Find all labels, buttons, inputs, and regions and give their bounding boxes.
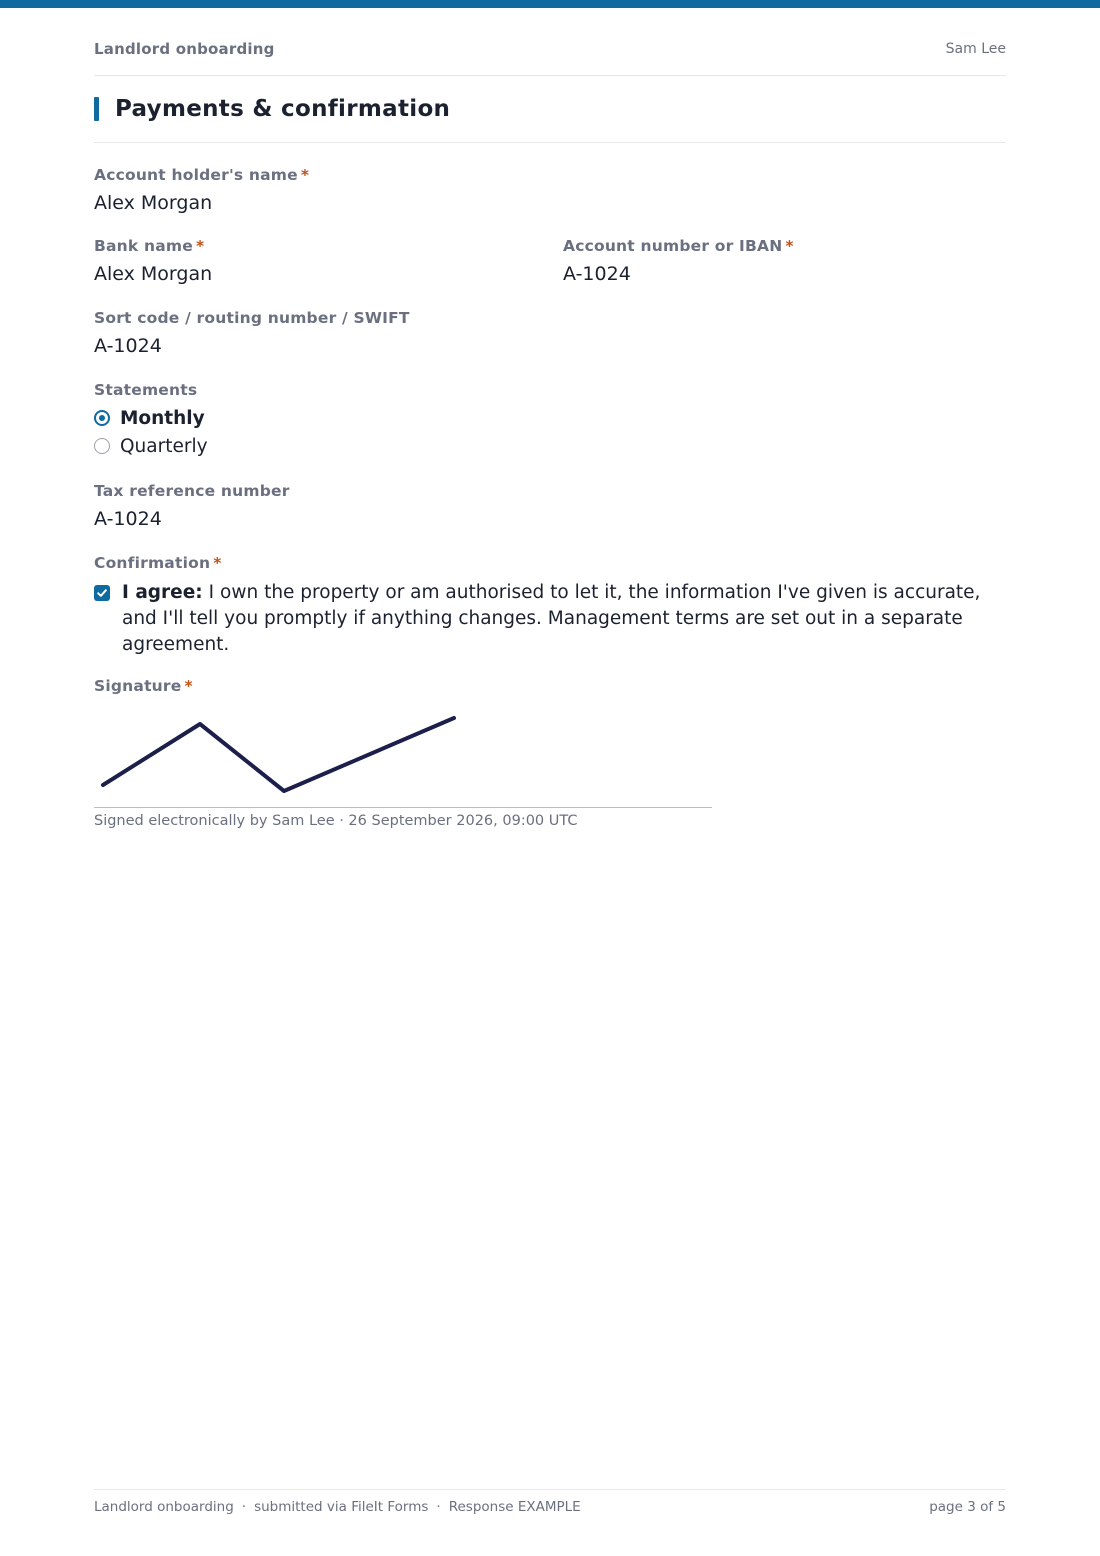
page-footer (94, 1489, 1006, 1515)
signature-stroke (103, 718, 454, 791)
label-text: Confirmation (94, 554, 211, 572)
required-marker: * (785, 237, 794, 255)
field-account-holder (94, 165, 309, 215)
account-holder-value: Alex Morgan (94, 192, 213, 214)
footer-page-number: page 3 of 5 (929, 1499, 1006, 1515)
document-title: Landlord onboarding (94, 39, 275, 58)
field-label: Statements (94, 381, 198, 399)
field-signature (94, 676, 1006, 829)
signature-caption: Signed electronically by Sam Lee · 26 September 2026, 09:00 UTC (94, 813, 578, 829)
confirmation-lead: I agree: (122, 582, 203, 603)
section-header (94, 76, 1006, 143)
section-accent-bar (94, 97, 99, 121)
bank-name-value: Alex Morgan (94, 263, 213, 285)
field-label: Sort code / routing number / SWIFT (94, 309, 410, 327)
account-number-value: A-1024 (563, 263, 631, 285)
sort-code-value: A-1024 (94, 335, 162, 357)
field-label (94, 676, 1006, 696)
section-title: Payments & confirmation (115, 96, 451, 122)
field-bank-name (94, 236, 212, 286)
page-header (94, 8, 1006, 76)
confirmation-body: I own the property or am authorised to let it, the information I've given is accurate, and I'll tell you promptly if anything changes. Management terms are set out in a separate agreement. (122, 582, 981, 655)
confirmation-text (122, 580, 1006, 658)
required-marker: * (300, 166, 310, 184)
field-label: Tax reference number (94, 482, 290, 500)
label-text: Account holder's name (94, 166, 298, 184)
radio-selected-icon[interactable] (94, 410, 110, 426)
field-label (94, 236, 212, 256)
radio-label: Monthly (120, 407, 205, 429)
checkmark-icon (96, 587, 108, 599)
signature-box (94, 696, 712, 808)
form-page (94, 8, 1006, 829)
field-account-number (563, 236, 794, 286)
field-label (94, 553, 1006, 573)
label-text: Bank name (94, 237, 193, 255)
footer-response: Response EXAMPLE (448, 1499, 581, 1515)
field-label (94, 165, 309, 185)
footer-submitted-via: submitted via FileIt Forms (254, 1499, 429, 1515)
field-confirmation (94, 553, 1006, 658)
signature-drawing (94, 696, 712, 808)
confirmation-row (94, 580, 1006, 658)
radio-label: Quarterly (120, 435, 208, 457)
radio-option-quarterly[interactable] (94, 434, 208, 458)
field-label (563, 236, 794, 256)
footer-separator: · (436, 1499, 441, 1515)
radio-unselected-icon[interactable] (94, 438, 110, 454)
field-tax-reference (94, 481, 290, 531)
tax-reference-value: A-1024 (94, 508, 162, 530)
footer-left (94, 1499, 581, 1515)
field-sort-code (94, 308, 410, 358)
footer-separator: · (241, 1499, 247, 1515)
required-marker: * (213, 554, 222, 572)
label-text: Account number or IBAN (563, 237, 783, 255)
footer-form-name: Landlord onboarding (94, 1499, 234, 1515)
required-marker: * (184, 677, 193, 695)
label-text: Signature (94, 677, 182, 695)
top-accent-bar (0, 0, 1100, 8)
required-marker: * (195, 237, 205, 255)
field-statements (94, 380, 208, 458)
radio-option-monthly[interactable] (94, 406, 208, 430)
checkbox-checked-icon[interactable] (94, 585, 110, 601)
header-user-name: Sam Lee (945, 40, 1006, 57)
